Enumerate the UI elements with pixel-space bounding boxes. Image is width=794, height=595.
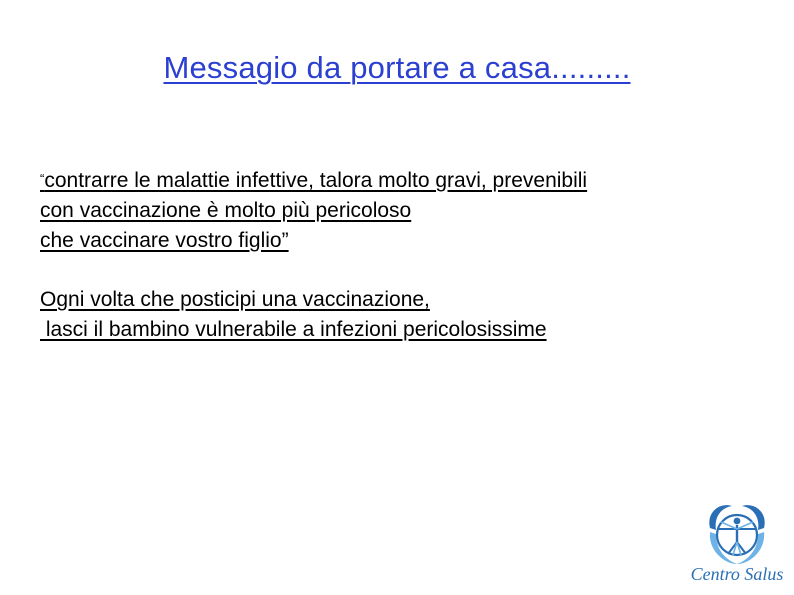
vitruvian-man-icon: [680, 498, 794, 568]
message-block: [40, 285, 547, 345]
centro-salus-logo: [680, 498, 794, 595]
quote-line-2: con vaccinazione è molto più pericoloso: [40, 199, 412, 222]
quote-line-3: che vaccinare vostro figlio”: [40, 229, 289, 252]
quote-block: [40, 164, 587, 256]
message-line-2: lasci il bambino vulnerabile a infezioni pericolosissime: [40, 318, 547, 341]
slide-title: Messagio da portare a casa.........: [163, 50, 631, 85]
quote-line-1-text: contrarre le malattie infettive, talora molto gravi, prevenibili: [44, 169, 588, 192]
message-line-1: Ogni volta che posticipi una vaccinazione,: [40, 288, 430, 311]
quote-open-mark: “: [40, 171, 45, 186]
logo-text: Centro Salus: [690, 564, 784, 584]
quote-line-1: [40, 164, 587, 196]
